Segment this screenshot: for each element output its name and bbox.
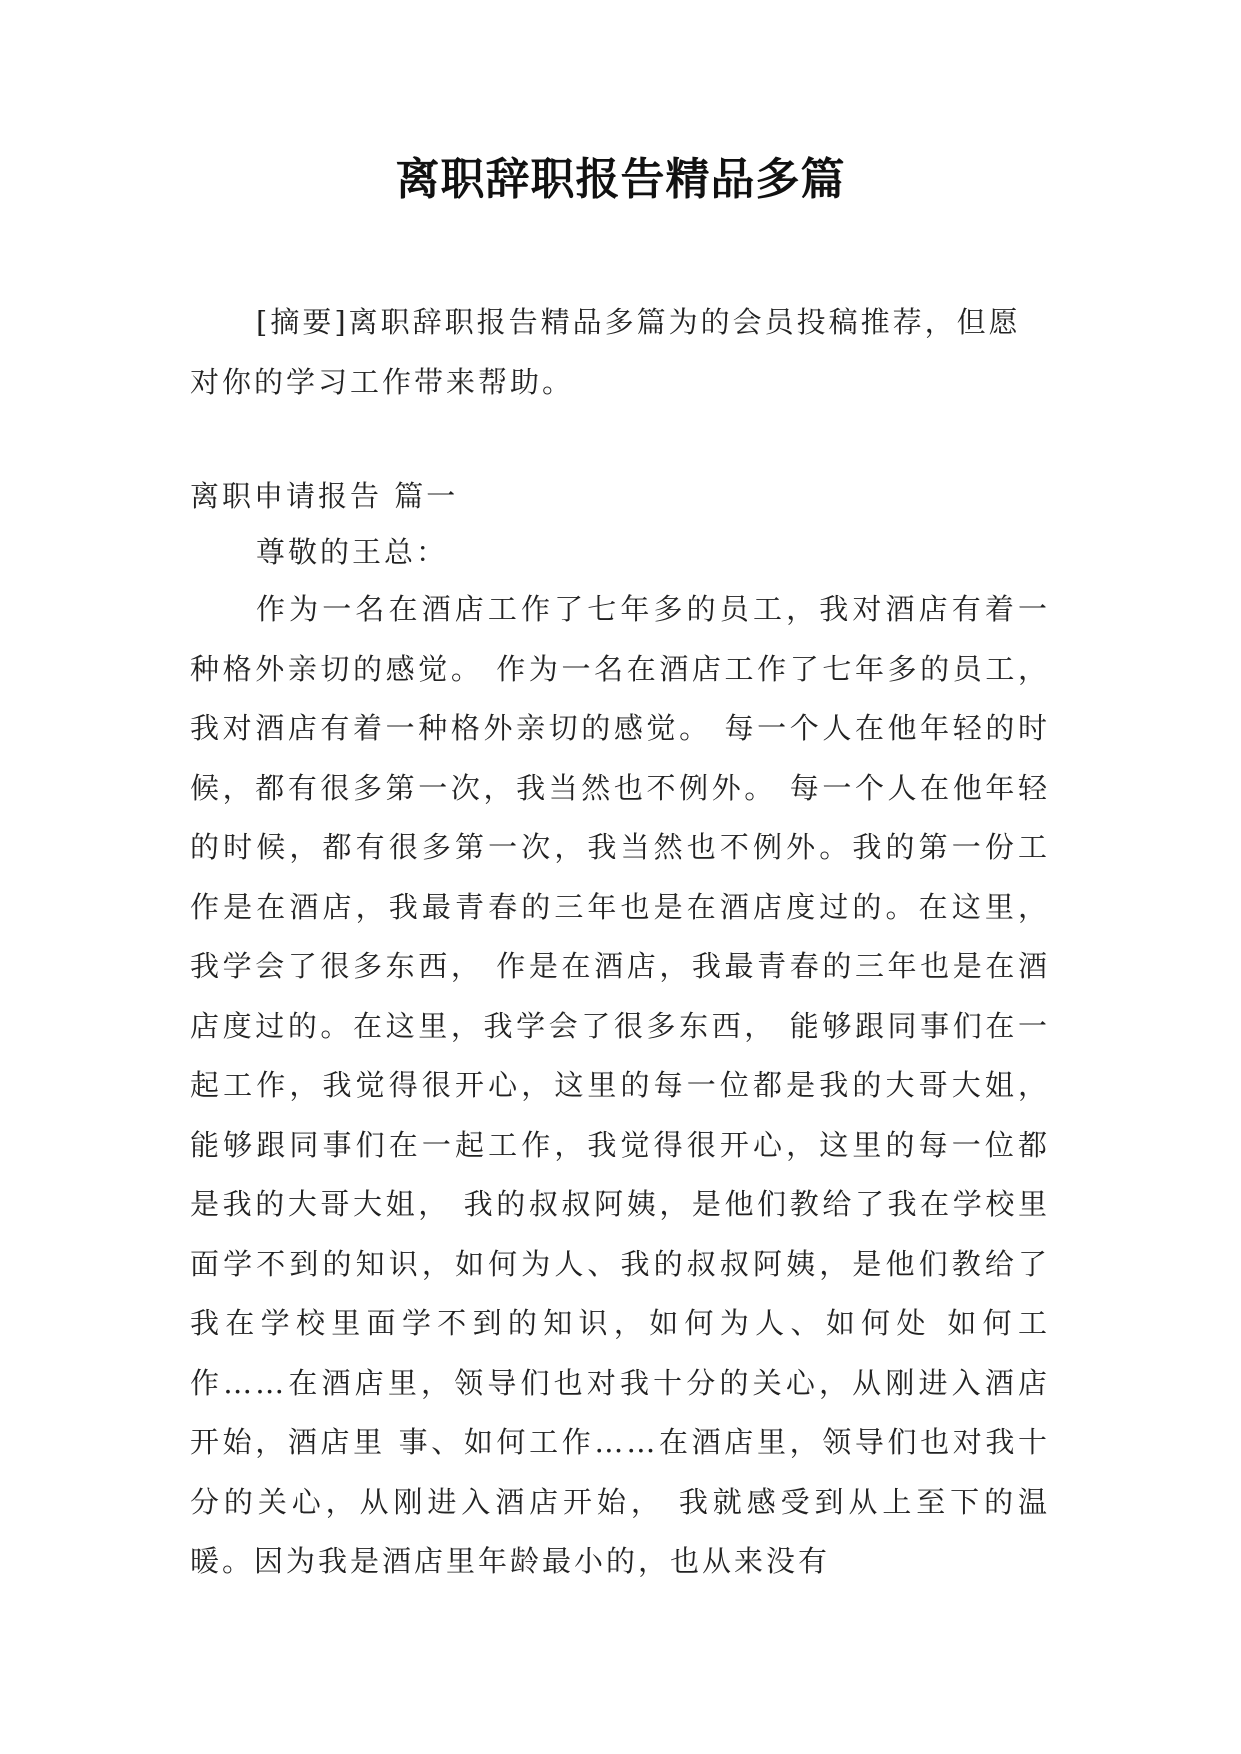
summary-paragraph: [摘要]离职辞职报告精品多篇为的会员投稿推荐，但愿对你的学习工作带来帮助。 [190,305,1021,399]
section-heading: 离职申请报告 篇一 [190,479,459,513]
salutation: 尊敬的王总： [256,535,449,569]
document-title: 离职辞职报告精品多篇 [395,154,846,205]
body-paragraph: 作为一名在酒店工作了七年多的员工，我对酒店有着一种格外亲切的感觉。 作为一名在酒店工作了七年多的员工，我对酒店有着一种格外亲切的感觉。 每一个人在他年轻的时候，都有很多第一次，我当然也不例外。 每一个人在他年轻的时候，都有很多第一次，我当然也不例外。我的第一份工 作是在酒店，我最青春的三年也是在酒店度过的。在这里，我学会了很多东西， 作是在酒店，我最青春的三年也是在酒店度过的。在这里，我学会了很多东西， 能够跟同事们在一起工作，我觉得很开心，这里的每一位都是我的大哥大姐， 能够跟同事们在一起工作，我觉得很开心，这里的每一位都是我的大哥大姐， 我的叔叔阿姨，是他们教给了我在学校里面学不到的知识，如何为人、我的叔叔阿姨，是他们教给了我在学校里面学不到的知识，如何为人、如何处 如何工作……在酒店里，领导们也对我十分的关心，从刚进入酒店开始，酒店里 事、如何工作……在酒店里，领导们也对我十分的关心，从刚进入酒店开始， 我就感受到从上至下的温暖。因为我是酒店里年龄最小的，也从来没有 [190,592,1050,1578]
